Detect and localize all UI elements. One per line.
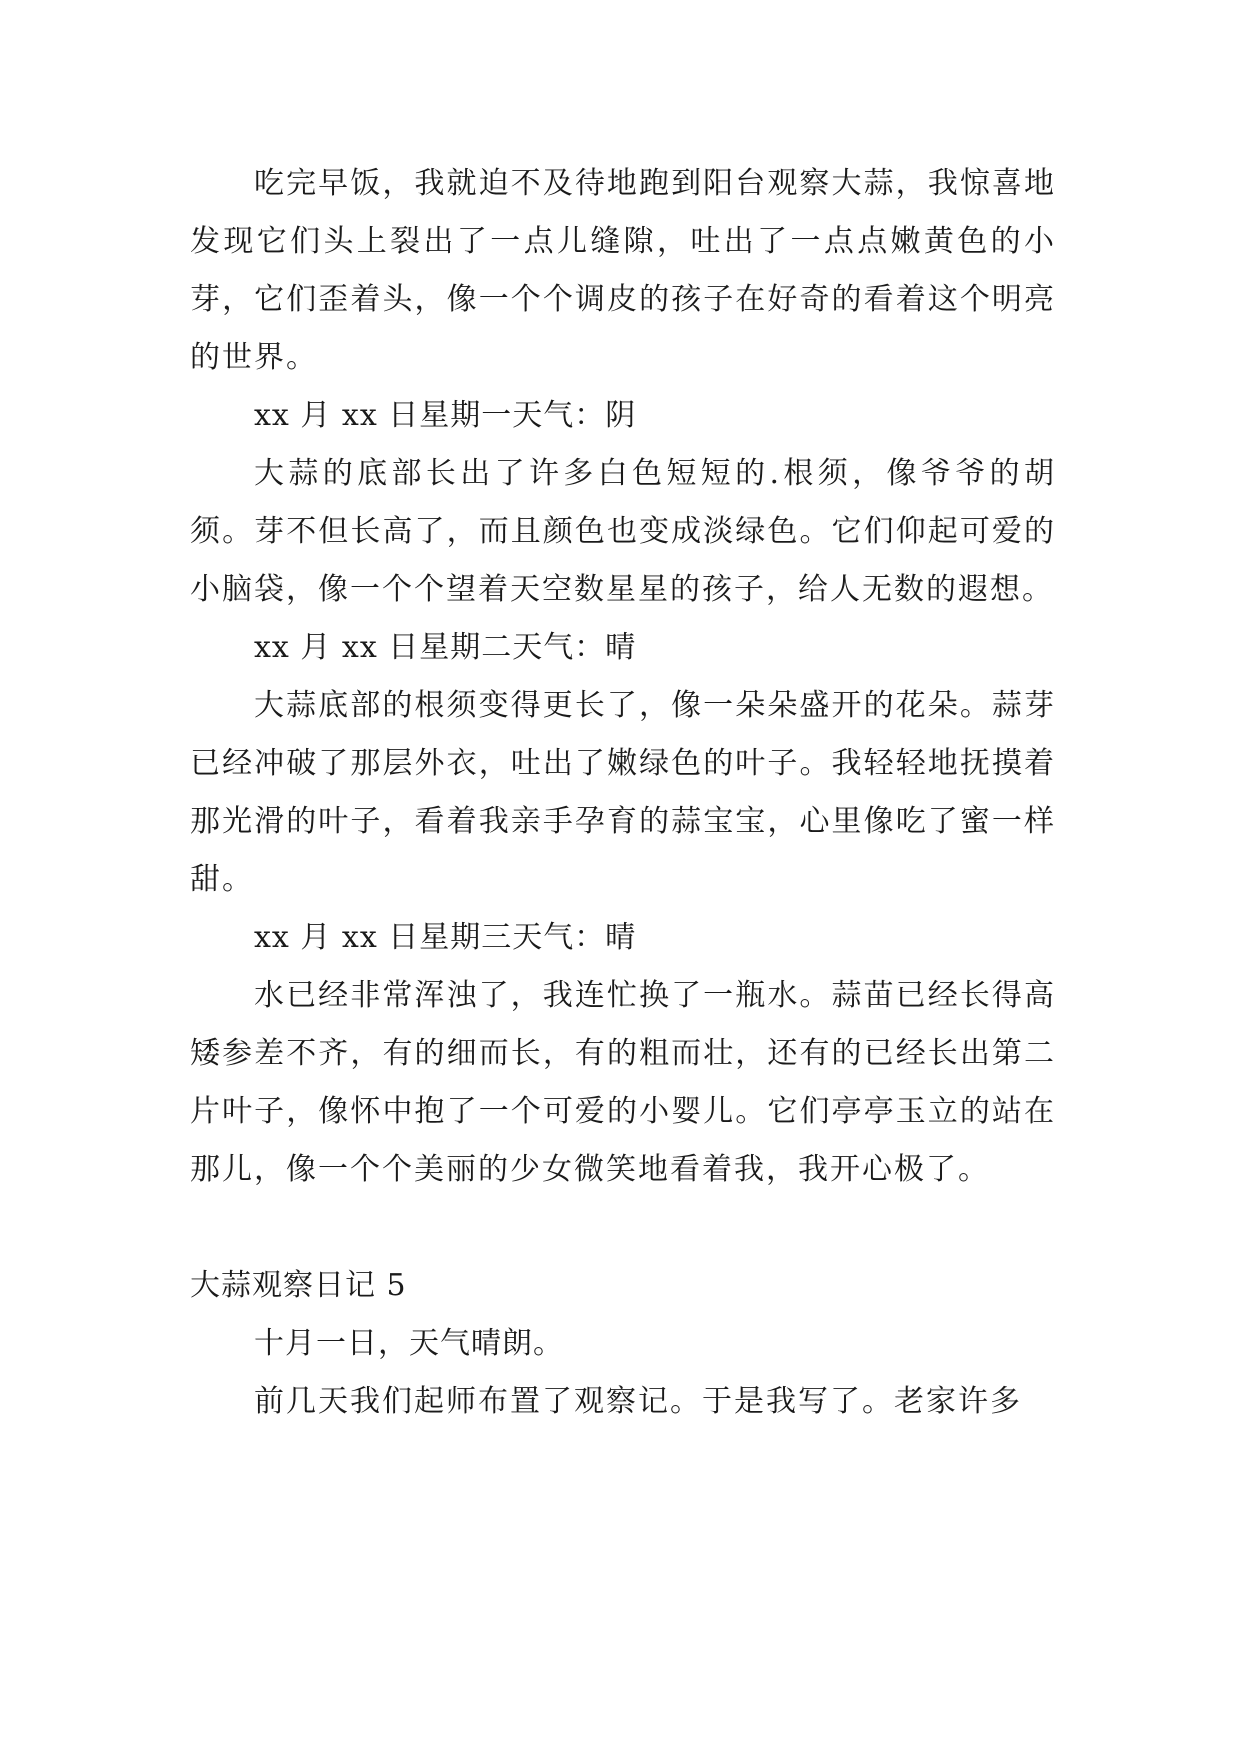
date-weather-line: 十月一日，天气晴朗。 (254, 1326, 564, 1361)
paragraph: 大蒜的底部长出了许多白色短短的.根须，像爷爷的胡须。芽不但长高了，而且颜色也变成淡绿色。它们仰起可爱的小脑袋，像一个个望着天空数星星的孩子，给人无数的遐想。 (190, 456, 1056, 607)
paragraph: 大蒜底部的根须变得更长了，像一朵朵盛开的花朵。蒜芽已经冲破了那层外衣，吐出了嫩绿色的叶子。我轻轻地抚摸着那光滑的叶子，看着我亲手孕育的蒜宝宝，心里像吃了蜜一样甜。 (190, 688, 1056, 897)
paragraph: 前几天我们起师布置了观察记。于是我写了。老家许多 (254, 1384, 1022, 1419)
paragraph: 水已经非常浑浊了，我连忙换了一瓶水。蒜苗已经长得高矮参差不齐，有的细而长，有的粗而壮，还有的已经长出第二片叶子，像怀中抱了一个可爱的小婴儿。它们亭亭玉立的站在那儿，像一个个美丽的少女微笑地看着我，我开心极了。 (190, 978, 1056, 1187)
section-title: 大蒜观察日记 5 (190, 1268, 407, 1303)
date-weather-line: xx 月 xx 日星期三天气：晴 (254, 920, 637, 955)
date-weather-line: xx 月 xx 日星期一天气：阴 (254, 398, 637, 433)
document-page (190, 155, 1056, 1431)
paragraph: 吃完早饭，我就迫不及待地跑到阳台观察大蒜，我惊喜地发现它们头上裂出了一点儿缝隙，吐出了一点点嫩黄色的小芽，它们歪着头，像一个个调皮的孩子在好奇的看着这个明亮的世界。 (190, 166, 1056, 375)
date-weather-line: xx 月 xx 日星期二天气：晴 (254, 630, 637, 665)
